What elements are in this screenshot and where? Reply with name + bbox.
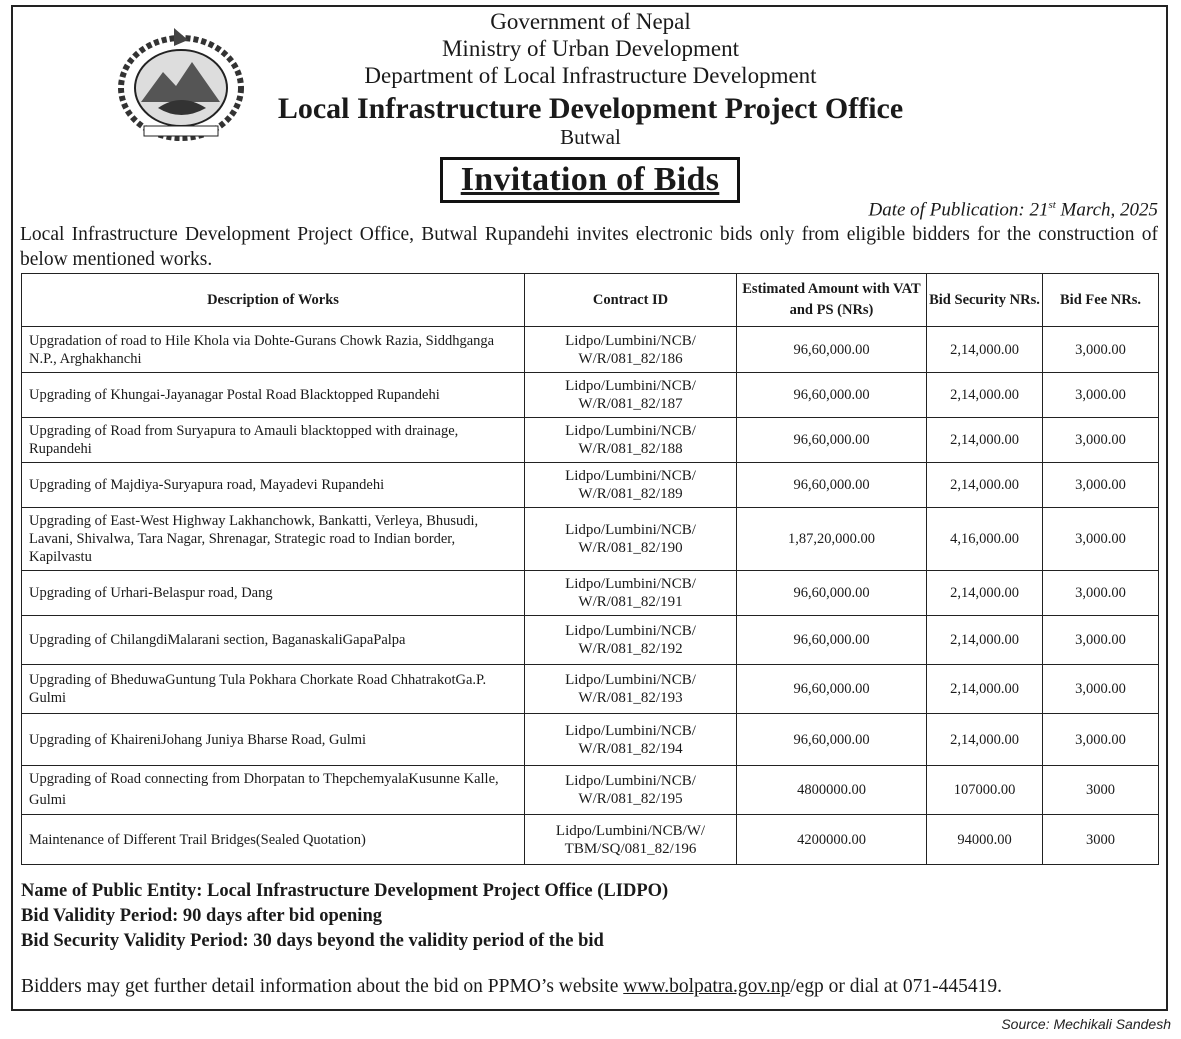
- cell-contract-id: Lidpo/Lumbini/NCB/ W/R/081_82/188: [525, 418, 737, 463]
- public-entity: Name of Public Entity: Local Infrastructure Development Project Office (LIDPO): [21, 881, 669, 901]
- cell-amount: 96,60,000.00: [737, 418, 927, 463]
- cell-description: Upgradation of road to Hile Khola via Dohte-Gurans Chowk Razia, Siddhganga N.P., Arghakhanchi: [22, 327, 525, 373]
- cell-amount: 96,60,000.00: [737, 373, 927, 418]
- cell-description: Upgrading of Majdiya-Suryapura road, Mayadevi Rupandehi: [22, 463, 525, 508]
- source-credit: Source: Mechikali Sandesh: [1001, 1016, 1171, 1032]
- cell-description: Upgrading of East-West Highway Lakhanchowk, Bankatti, Verleya, Bhusudi, Lavani, Shivalwa, Tara Nagar, Shrenagar, Strategic road to Indian border, Kapilvastu: [22, 508, 525, 571]
- cell-description: Maintenance of Different Trail Bridges(Sealed Quotation): [22, 815, 525, 865]
- cell-amount: 4800000.00: [737, 766, 927, 815]
- header-department: Department of Local Infrastructure Development: [364, 63, 817, 88]
- table-row: [22, 766, 1159, 815]
- publication-date-sup: st: [1048, 199, 1056, 211]
- cell-contract-id: Lidpo/Lumbini/NCB/ W/R/081_82/191: [525, 571, 737, 616]
- cell-amount: 96,60,000.00: [737, 714, 927, 766]
- cell-contract-id: Lidpo/Lumbini/NCB/W/ TBM/SQ/081_82/196: [525, 815, 737, 865]
- cell-description: Upgrading of ChilangdiMalarani section, BaganaskaliGapaPalpa: [22, 616, 525, 665]
- cell-security: 2,14,000.00: [927, 327, 1043, 373]
- cell-description: Upgrading of Road from Suryapura to Amauli blacktopped with drainage, Rupandehi: [22, 418, 525, 463]
- table-row: [22, 373, 1159, 418]
- table-header-row: [22, 274, 1159, 327]
- cell-fee: 3000: [1043, 766, 1159, 815]
- cell-security: 2,14,000.00: [927, 714, 1043, 766]
- cell-amount: 96,60,000.00: [737, 571, 927, 616]
- header-ministry: Ministry of Urban Development: [441, 36, 740, 61]
- header-government: Government of Nepal: [490, 9, 691, 34]
- table-row: [22, 418, 1159, 463]
- table-row: [22, 616, 1159, 665]
- cell-fee: 3,000.00: [1043, 508, 1159, 571]
- title-box: [440, 157, 740, 203]
- cell-security: 2,14,000.00: [927, 571, 1043, 616]
- bid-validity: Bid Validity Period: 90 days after bid opening: [21, 906, 382, 926]
- header-description: Description of Works: [22, 274, 525, 327]
- bids-table: [21, 273, 1159, 865]
- cell-contract-id: Lidpo/Lumbini/NCB/ W/R/081_82/192: [525, 616, 737, 665]
- publication-date-suffix: March, 2025: [1055, 199, 1158, 221]
- cell-security: 107000.00: [927, 766, 1043, 815]
- header-security: Bid Security NRs.: [927, 274, 1043, 327]
- table-row: [22, 665, 1159, 714]
- cell-fee: 3,000.00: [1043, 714, 1159, 766]
- cell-amount: 96,60,000.00: [737, 463, 927, 508]
- cell-security: 4,16,000.00: [927, 508, 1043, 571]
- header-location: Butwal: [560, 125, 621, 149]
- cell-security: 2,14,000.00: [927, 373, 1043, 418]
- cell-description: Upgrading of BheduwaGuntung Tula Pokhara Chorkate Road ChhatrakotGa.P. Gulmi: [22, 665, 525, 714]
- contact-prefix: Bidders may get further detail information about the bid on PPMO’s website: [21, 976, 624, 997]
- bid-details: [21, 879, 668, 954]
- cell-amount: 96,60,000.00: [737, 665, 927, 714]
- cell-amount: 4200000.00: [737, 815, 927, 865]
- page-title: Invitation of Bids: [443, 160, 737, 200]
- cell-contract-id: Lidpo/Lumbini/NCB/ W/R/081_82/194: [525, 714, 737, 766]
- contact-suffix: /egp or dial at 071-445419.: [790, 976, 1002, 997]
- cell-security: 2,14,000.00: [927, 418, 1043, 463]
- cell-security: 2,14,000.00: [927, 463, 1043, 508]
- table-row: [22, 508, 1159, 571]
- cell-fee: 3,000.00: [1043, 373, 1159, 418]
- cell-amount: 96,60,000.00: [737, 616, 927, 665]
- cell-amount: 96,60,000.00: [737, 327, 927, 373]
- cell-contract-id: Lidpo/Lumbini/NCB/ W/R/081_82/195: [525, 766, 737, 815]
- cell-fee: 3,000.00: [1043, 327, 1159, 373]
- header-amount: Estimated Amount with VAT and PS (NRs): [737, 274, 927, 327]
- cell-description: Upgrading of Khungai-Jayanagar Postal Road Blacktopped Rupandehi: [22, 373, 525, 418]
- cell-fee: 3,000.00: [1043, 616, 1159, 665]
- cell-contract-id: Lidpo/Lumbini/NCB/ W/R/081_82/189: [525, 463, 737, 508]
- cell-contract-id: Lidpo/Lumbini/NCB/ W/R/081_82/186: [525, 327, 737, 373]
- cell-description: Upgrading of Urhari-Belaspur road, Dang: [22, 571, 525, 616]
- cell-security: 2,14,000.00: [927, 665, 1043, 714]
- cell-fee: 3,000.00: [1043, 571, 1159, 616]
- publication-date: [869, 199, 1159, 221]
- cell-security: 94000.00: [927, 815, 1043, 865]
- security-validity: Bid Security Validity Period: 30 days beyond the validity period of the bid: [21, 931, 604, 951]
- publication-date-prefix: Date of Publication: 21: [868, 199, 1049, 221]
- cell-description: Upgrading of Road connecting from Dhorpatan to ThepchemyalaKusunne Kalle, Gulmi: [22, 766, 525, 815]
- header-contract-id: Contract ID: [525, 274, 737, 327]
- bolpatra-link[interactable]: www.bolpatra.gov.np: [623, 976, 791, 997]
- intro-paragraph: Local Infrastructure Development Project Office, Butwal Rupandehi invites electronic bids only from eligible bidders for the construction of below mentioned works.: [20, 224, 1158, 270]
- table-row: [22, 815, 1159, 865]
- table-row: [22, 327, 1159, 373]
- table-row: [22, 571, 1159, 616]
- cell-description: Upgrading of KhaireniJohang Juniya Bharse Road, Gulmi: [22, 714, 525, 766]
- cell-contract-id: Lidpo/Lumbini/NCB/ W/R/081_82/190: [525, 508, 737, 571]
- table-row: [22, 463, 1159, 508]
- table-row: [22, 714, 1159, 766]
- header-fee: Bid Fee NRs.: [1043, 274, 1159, 327]
- cell-security: 2,14,000.00: [927, 616, 1043, 665]
- cell-fee: 3,000.00: [1043, 463, 1159, 508]
- cell-fee: 3,000.00: [1043, 418, 1159, 463]
- cell-amount: 1,87,20,000.00: [737, 508, 927, 571]
- header-office: Local Infrastructure Development Project Office: [277, 92, 904, 125]
- cell-fee: 3000: [1043, 815, 1159, 865]
- cell-contract-id: Lidpo/Lumbini/NCB/ W/R/081_82/187: [525, 373, 737, 418]
- cell-fee: 3,000.00: [1043, 665, 1159, 714]
- cell-contract-id: Lidpo/Lumbini/NCB/ W/R/081_82/193: [525, 665, 737, 714]
- contact-line: [21, 976, 1002, 998]
